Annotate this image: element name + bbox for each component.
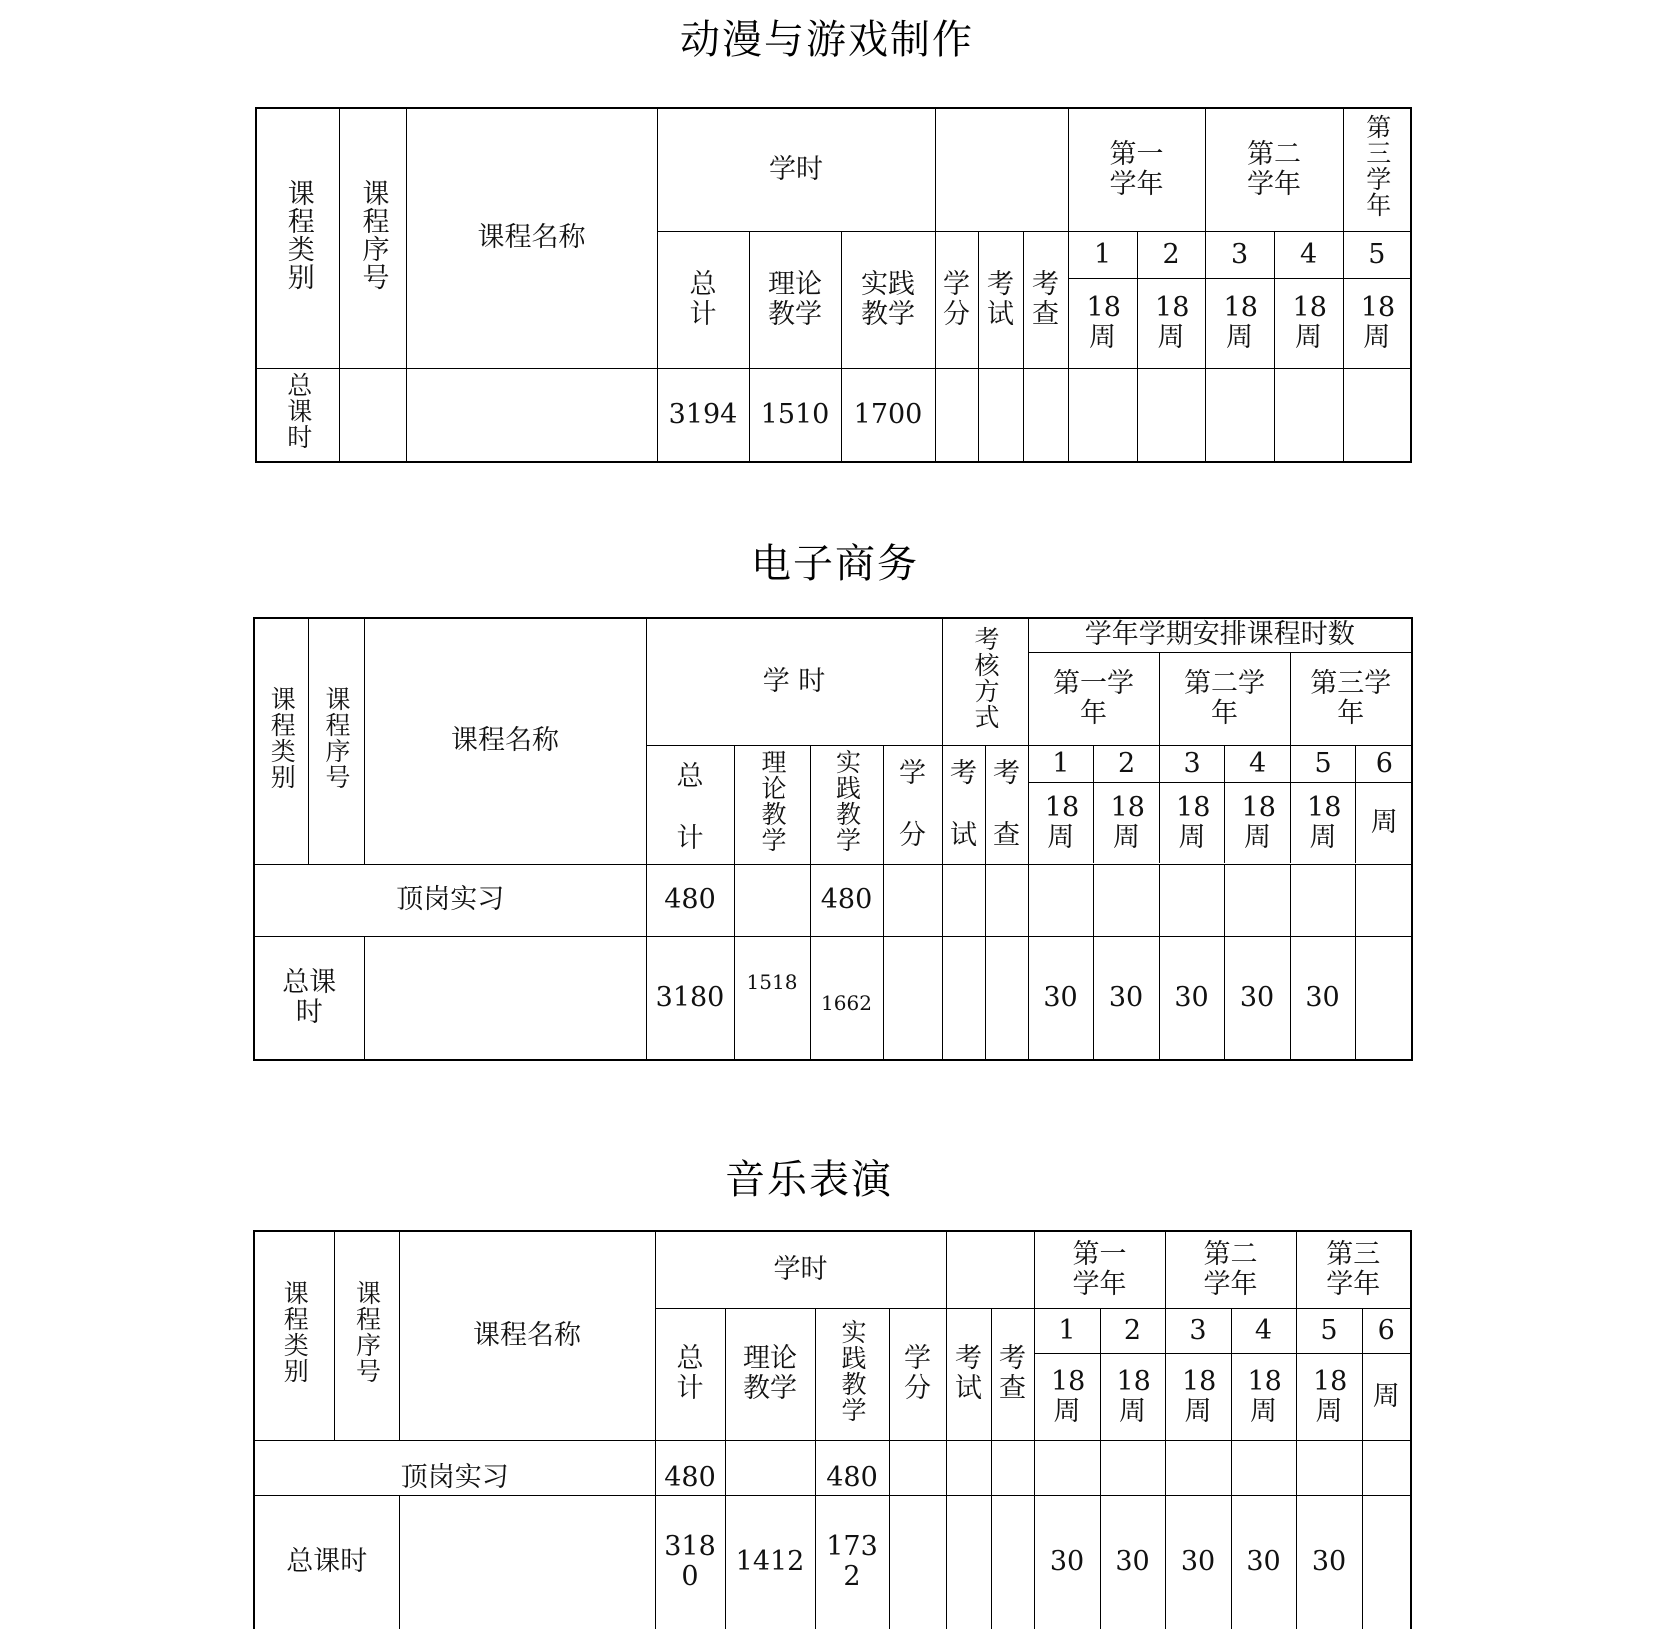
weekly-4: 30 <box>1224 936 1290 1060</box>
header-year1: 第一学年 <box>1028 652 1159 745</box>
header-exam: 考 试 <box>942 745 985 864</box>
header-blank <box>935 108 1068 231</box>
weeks-4: 18周 <box>1274 278 1343 368</box>
title-music: 音乐表演 <box>725 1157 893 1203</box>
header-credit: 学 分 <box>889 1308 946 1440</box>
semester-5: 5 <box>1296 1308 1362 1353</box>
header-hours: 学 时 <box>646 618 942 745</box>
theory-hours: 1510 <box>749 368 841 462</box>
header-category: 课程类别 <box>254 1231 334 1440</box>
practice-hours: 1662 <box>810 936 883 1060</box>
weeks-5: 18周 <box>1296 1353 1362 1440</box>
intern-total: 480 <box>646 864 734 936</box>
header-category: 课程类别 <box>254 618 308 864</box>
intern-total: 480 <box>655 1440 725 1495</box>
weekly-1: 30 <box>1028 936 1093 1060</box>
header-year2: 第二学年 <box>1205 108 1343 231</box>
weeks-2: 18周 <box>1094 782 1160 863</box>
header-category: 课程类别 <box>256 108 339 368</box>
header-practice: 实践教学 <box>841 231 935 368</box>
header-course-name: 课程名称 <box>364 618 646 864</box>
header-assess: 考核方式 <box>942 618 1028 745</box>
weekly-5: 30 <box>1290 936 1355 1060</box>
total-hours: 318 0 <box>655 1495 725 1629</box>
total-row-label: 总课 时 <box>254 936 364 1060</box>
practice-hours: 1700 <box>841 368 935 462</box>
weeks-2: 18周 <box>1100 1353 1165 1440</box>
semester-3: 3 <box>1165 1308 1231 1353</box>
theory-hours: 1518 <box>734 936 810 1060</box>
practice-hours: 173 2 <box>815 1495 889 1629</box>
header-theory: 理论教学 <box>749 231 841 368</box>
header-total: 总 计 <box>646 745 734 864</box>
semester-4: 4 <box>1225 746 1291 782</box>
semester-grid <box>1029 746 1413 863</box>
weeks-3: 18周 <box>1160 782 1225 863</box>
header-check: 考 查 <box>985 745 1028 864</box>
intern-practice: 480 <box>810 864 883 936</box>
total-row-label: 总课时 <box>256 368 339 462</box>
weeks-4: 18周 <box>1225 782 1291 863</box>
semester-2: 2 <box>1100 1308 1165 1353</box>
weekly-4: 30 <box>1231 1495 1296 1629</box>
header-theory: 理论教学 <box>725 1308 815 1440</box>
title-animation-game: 动漫与游戏制作 <box>680 17 974 63</box>
header-year3: 第三学年 <box>1296 1231 1411 1308</box>
total-hours: 3180 <box>646 936 734 1060</box>
weeks-1: 18周 <box>1029 782 1094 863</box>
semester-6: 6 <box>1356 746 1413 782</box>
total-row-label: 总课时 <box>254 1495 399 1629</box>
semester-1: 1 <box>1029 746 1094 782</box>
intern-practice: 480 <box>815 1440 889 1495</box>
table-animation-game <box>255 107 1412 463</box>
semester-2: 2 <box>1137 231 1205 278</box>
weeks-5: 18周 <box>1343 278 1411 368</box>
weekly-5: 30 <box>1296 1495 1362 1629</box>
table-music <box>253 1230 1412 1629</box>
header-schedule: 学年学期安排课程时数 <box>1028 618 1412 652</box>
semester-5: 5 <box>1291 746 1356 782</box>
semester-1: 1 <box>1034 1308 1100 1353</box>
semester-3: 3 <box>1160 746 1225 782</box>
semester-4: 4 <box>1231 1308 1296 1353</box>
weeks-3: 18周 <box>1165 1353 1231 1440</box>
weekly-3: 30 <box>1159 936 1224 1060</box>
weekly-2: 30 <box>1093 936 1159 1060</box>
header-theory: 理论教学 <box>734 745 810 864</box>
intern-row-label: 顶岗实习 <box>254 1440 655 1495</box>
semester-5: 5 <box>1343 231 1411 278</box>
header-course-name: 课程名称 <box>406 108 657 368</box>
total-hours: 3194 <box>657 368 749 462</box>
weeks-6: 周 <box>1356 782 1413 863</box>
header-course-name: 课程名称 <box>399 1231 655 1440</box>
weekly-1: 30 <box>1034 1495 1100 1629</box>
header-credit: 学 分 <box>935 231 978 368</box>
header-exam: 考 试 <box>946 1308 991 1440</box>
header-check: 考 查 <box>1023 231 1068 368</box>
weekly-3: 30 <box>1165 1495 1231 1629</box>
semester-3: 3 <box>1205 231 1274 278</box>
header-year2: 第二学年 <box>1165 1231 1296 1308</box>
header-hours: 学时 <box>655 1231 946 1308</box>
weeks-3: 18周 <box>1205 278 1274 368</box>
header-hours: 学时 <box>657 108 935 231</box>
header-total: 总 计 <box>657 231 749 368</box>
header-year3: 第三学年 <box>1343 108 1411 231</box>
header-year1: 第一学年 <box>1034 1231 1165 1308</box>
title-ecommerce: 电子商务 <box>751 541 919 587</box>
header-exam: 考 试 <box>978 231 1023 368</box>
semester-4: 4 <box>1274 231 1343 278</box>
semester-2: 2 <box>1094 746 1160 782</box>
weekly-2: 30 <box>1100 1495 1165 1629</box>
header-year3: 第三学年 <box>1290 652 1412 745</box>
header-practice: 实践教学 <box>815 1308 889 1440</box>
weeks-5: 18周 <box>1291 782 1356 863</box>
header-year1: 第一学年 <box>1068 108 1205 231</box>
theory-hours: 1412 <box>725 1495 815 1629</box>
header-seq: 课程序号 <box>334 1231 399 1440</box>
semester-6: 6 <box>1362 1308 1411 1353</box>
table-ecommerce <box>253 617 1413 1061</box>
header-seq: 课程序号 <box>308 618 364 864</box>
header-total: 总 计 <box>655 1308 725 1440</box>
header-seq: 课程序号 <box>339 108 406 368</box>
intern-row-label: 顶岗实习 <box>254 864 646 936</box>
weeks-4: 18周 <box>1231 1353 1296 1440</box>
header-credit: 学 分 <box>883 745 942 864</box>
weeks-1: 18周 <box>1034 1353 1100 1440</box>
header-year2: 第二学年 <box>1159 652 1290 745</box>
header-practice: 实践教学 <box>810 745 883 864</box>
header-check: 考 查 <box>991 1308 1034 1440</box>
semester-1: 1 <box>1068 231 1137 278</box>
weeks-2: 18周 <box>1137 278 1205 368</box>
header-blank <box>946 1231 1034 1308</box>
weeks-1: 18周 <box>1068 278 1137 368</box>
weeks-6: 周 <box>1362 1353 1411 1440</box>
